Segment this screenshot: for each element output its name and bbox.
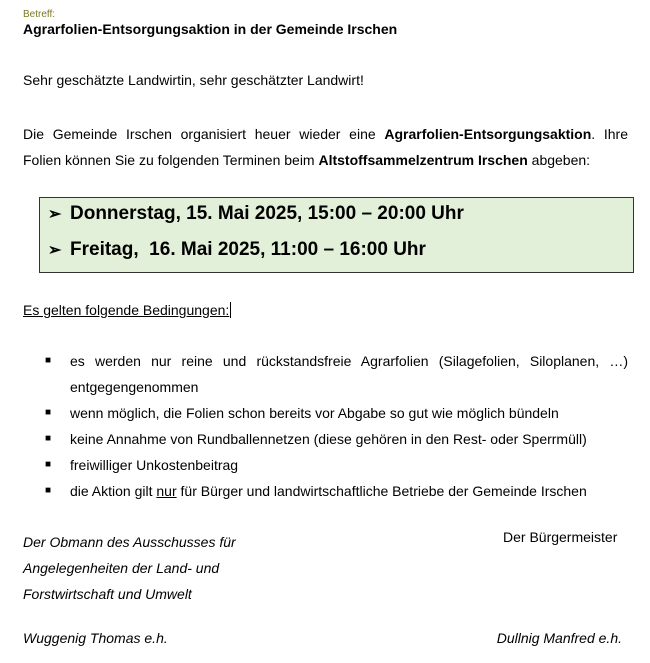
arrow-bullet-icon: ➢ — [48, 242, 62, 259]
date-item — [48, 203, 464, 225]
list-item — [45, 478, 628, 504]
arrow-bullet-icon: ➢ — [48, 206, 62, 223]
conditions-list — [45, 348, 628, 504]
intro-text-1: Die Gemeinde Irschen organisiert heuer wieder eine — [23, 126, 385, 142]
intro-text-3: abgeben: — [527, 152, 591, 168]
square-bullet-icon: ■ — [45, 485, 52, 496]
role-line: Angelegenheiten der Land- und — [23, 560, 220, 576]
intro-bold-event: Agrarfolien-Entsorgungsaktion — [384, 126, 592, 142]
signature-role-right: Der Bürgermeister — [503, 529, 618, 545]
underlined-word: nur — [156, 483, 177, 499]
subject-title: Agrarfolien-Entsorgungsaktion in der Gemeinde Irschen — [23, 21, 398, 37]
date-item — [48, 239, 426, 261]
square-bullet-icon: ■ — [45, 433, 52, 444]
list-item-text-2: für Bürger und landwirtschaftliche Betriebe der Gemeinde Irschen — [176, 483, 587, 499]
list-item-text: wenn möglich, die Folien schon bereits vor Abgabe so gut wie möglich bündeln — [70, 405, 559, 421]
conditions-heading: Es gelten folgende Bedingungen: — [23, 302, 230, 318]
list-item — [45, 400, 628, 426]
greeting: Sehr geschätzte Landwirtin, sehr geschätzter Landwirt! — [23, 72, 364, 88]
list-item-text: freiwilliger Unkostenbeitrag — [70, 457, 239, 473]
dates-box — [39, 197, 634, 273]
list-item — [45, 348, 628, 400]
list-item-text: keine Annahme von Rundballennetzen (diese gehören in den Rest- oder Sperrmüll) — [70, 431, 587, 447]
date-text: Freitag, 16. Mai 2025, 11:00 – 16:00 Uhr — [70, 239, 426, 260]
subject-label: Betreff: — [23, 9, 56, 20]
list-item — [45, 452, 628, 478]
signature-name-left: Wuggenig Thomas e.h. — [23, 630, 168, 646]
role-line: Forstwirtschaft und Umwelt — [23, 586, 192, 602]
square-bullet-icon: ■ — [45, 355, 52, 366]
list-item — [45, 426, 628, 452]
signature-name-right: Dullnig Manfred e.h. — [496, 630, 622, 646]
square-bullet-icon: ■ — [45, 407, 52, 418]
intro-bold-location: Altstoffsammelzentrum Irschen — [318, 152, 528, 168]
signature-role-left — [23, 529, 236, 607]
date-text: Donnerstag, 15. Mai 2025, 15:00 – 20:00 Uhr — [70, 203, 464, 224]
square-bullet-icon: ■ — [45, 459, 52, 470]
list-item-text: es werden nur reine und rückstandsfreie Agrarfolien (Silagefolien, Siloplanen, …) entgegengenommen — [70, 353, 628, 395]
intro-paragraph — [23, 121, 628, 173]
list-item-text-1: die Aktion gilt — [70, 483, 157, 499]
intro-text-2: . Ihre Folien können Sie zu folgenden Terminen beim — [23, 126, 629, 168]
role-line: Der Obmann des Ausschusses für — [23, 534, 236, 550]
